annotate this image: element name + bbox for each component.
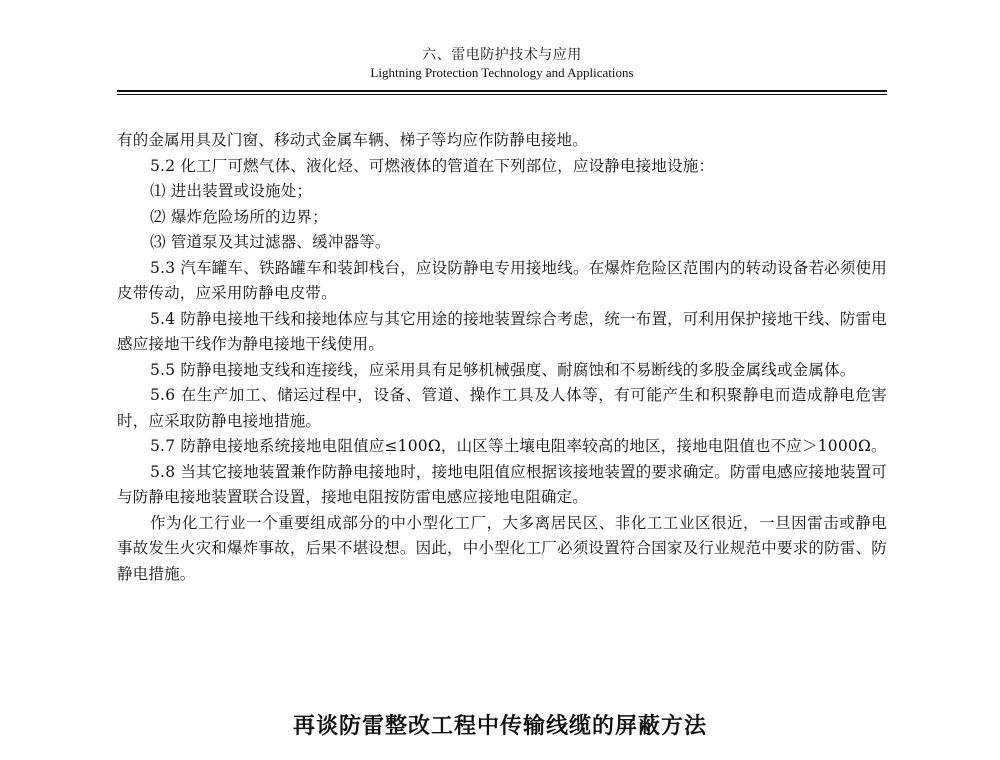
- paragraph-5-4: 5.4 防静电接地干线和接地体应与其它用途的接地装置综合考虑，统一布置，可利用保护接地干线、防雷电感应接地干线作为静电接地干线使用。: [117, 309, 887, 353]
- paragraph-5-7: 5.7 防静电接地系统接地电阻值应≤100Ω，山区等土壤电阻率较高的地区，接地电阻值也不应＞1000Ω。: [150, 437, 887, 455]
- list-item: ⑶ 管道泵及其过滤器、缓冲器等。: [150, 233, 391, 251]
- paragraph-5-2: 5.2 化工厂可燃气体、液化烃、可燃液体的管道在下列部位，应设静电接地设施：: [150, 156, 715, 175]
- running-header: [117, 46, 887, 81]
- paragraph-continuation: 有的金属用具及门窗、移动式金属车辆、梯子等均应作防静电接地。: [117, 131, 589, 149]
- paragraph-5-3: 5.3 汽车罐车、铁路罐车和装卸栈台，应设防静电专用接地线。在爆炸危险区范围内的转动设备若必须使用皮带传动，应采用防静电皮带。: [117, 258, 887, 302]
- paragraph-5-8: 5.8 当其它接地装置兼作防静电接地时，接地电阻值应根据该接地装置的要求确定。防雷电感应接地装置可与防静电接地装置联合设置，接地电阻按防雷电感应接地电阻确定。: [117, 462, 887, 506]
- next-article-title: 再谈防雷整改工程中传输线缆的屏蔽方法: [292, 714, 707, 739]
- paragraph-5-6: 5.6 在生产加工、储运过程中，设备、管道、操作工具及人体等，有可能产生和积聚静电而造成静电危害时，应采取防静电接地措施。: [117, 386, 887, 430]
- header-rule-thick: [117, 90, 887, 92]
- paragraph-5-5: 5.5 防静电接地支线和连接线，应采用具有足够机械强度、耐腐蚀和不易断线的多股金属线或金属体。: [150, 360, 856, 379]
- header-title-chinese: 六、雷电防护技术与应用: [422, 47, 582, 63]
- body-text: [117, 128, 887, 587]
- header-title-english: Lightning Protection Technology and Applications: [370, 65, 634, 80]
- list-item: ⑴ 进出装置或设施处；: [150, 182, 313, 200]
- paragraph-conclusion: 作为化工行业一个重要组成部分的中小型化工厂，大多离居民区、非化工工业区很近，一旦因雷击或静电事故发生火灾和爆炸事故，后果不堪设想。因此，中小型化工厂必须设置符合国家及行业规范中要求的防雷、防静电措施。: [117, 513, 887, 583]
- list-item: ⑵ 爆炸危险场所的边界；: [150, 207, 328, 226]
- header-rule-thin: [117, 94, 887, 95]
